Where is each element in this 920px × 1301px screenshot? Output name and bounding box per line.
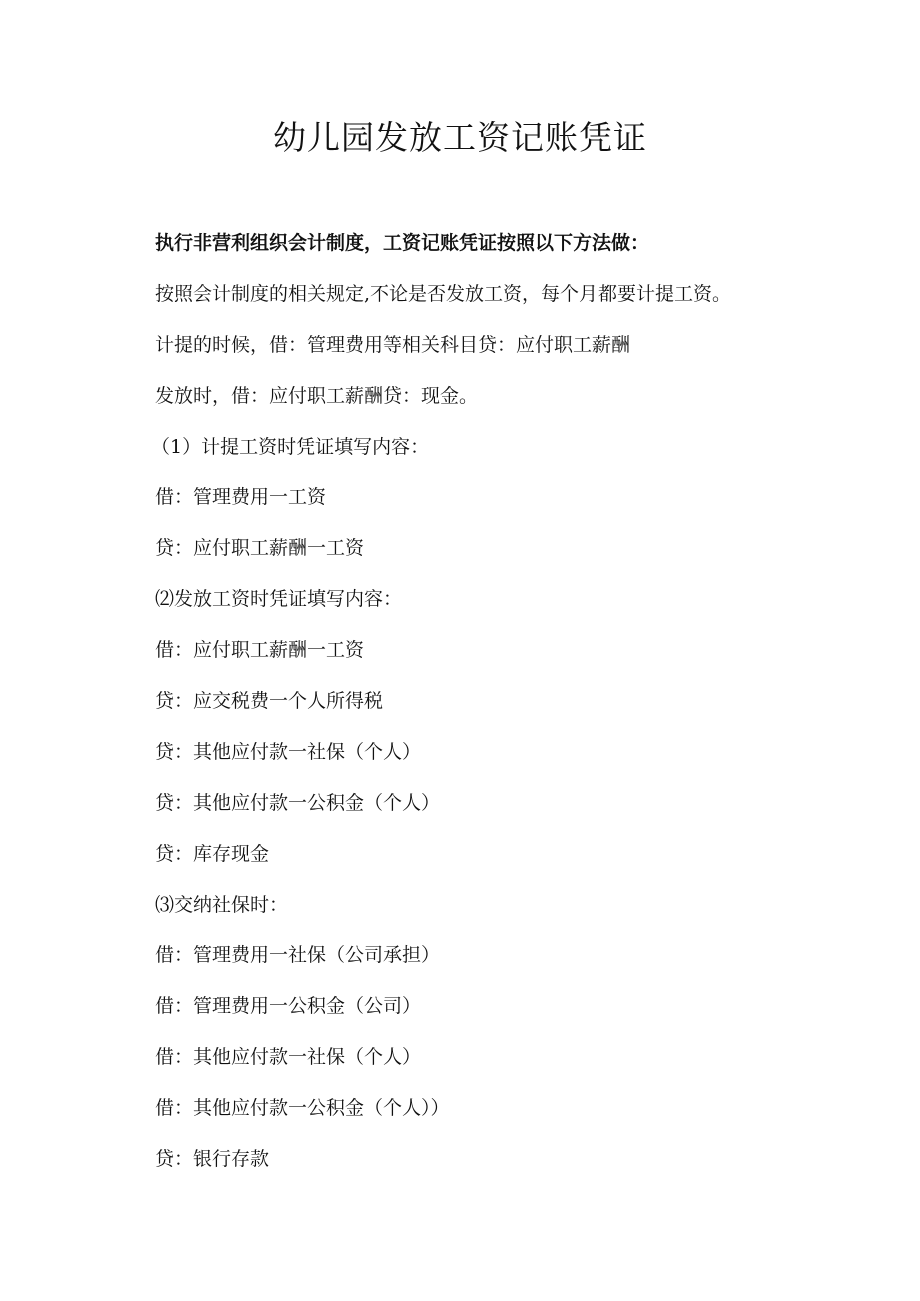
body-line: 按照会计制度的相关规定,不论是否发放工资，每个月都要计提工资。 xyxy=(155,282,732,305)
body-line: 贷：库存现金 xyxy=(155,842,270,865)
body-line: 贷：应付职工薪酬一工资 xyxy=(155,537,365,560)
body-line: 借：管理费用一公积金（公司） xyxy=(155,995,422,1018)
body-line: 借：管理费用一工资 xyxy=(155,486,327,509)
body-line: 借：其他应付款一社保（个人） xyxy=(155,1046,422,1069)
body-line-intro: 执行非营利组织会计制度，工资记账凭证按照以下方法做： xyxy=(155,232,650,254)
body-line: 贷：应交税费一个人所得税 xyxy=(155,690,384,713)
document-title: 幼儿园发放工资记账凭证 xyxy=(273,118,647,157)
body-line: 贷：其他应付款一公积金（个人） xyxy=(155,791,441,814)
body-line: 借：管理费用一社保（公司承担） xyxy=(155,944,441,967)
body-line: 贷：其他应付款一社保（个人） xyxy=(155,740,422,763)
body-line: 贷：银行存款 xyxy=(155,1148,270,1171)
section-heading-2: ⑵发放工资时凭证填写内容： xyxy=(155,588,403,611)
document-body xyxy=(151,226,855,1193)
section-heading-3: ⑶交纳社保时： xyxy=(155,893,289,916)
body-line: 发放时，借：应付职工薪酬贷：现金。 xyxy=(155,384,479,407)
body-line: 借：其他应付款一公积金（个人）） xyxy=(155,1097,450,1120)
section-heading-1: （1）计提工资时凭证填写内容： xyxy=(151,435,430,458)
body-line: 借：应付职工薪酬一工资 xyxy=(155,639,365,662)
body-line: 计提的时候，借：管理费用等相关科目贷：应付职工薪酬 xyxy=(155,333,631,356)
